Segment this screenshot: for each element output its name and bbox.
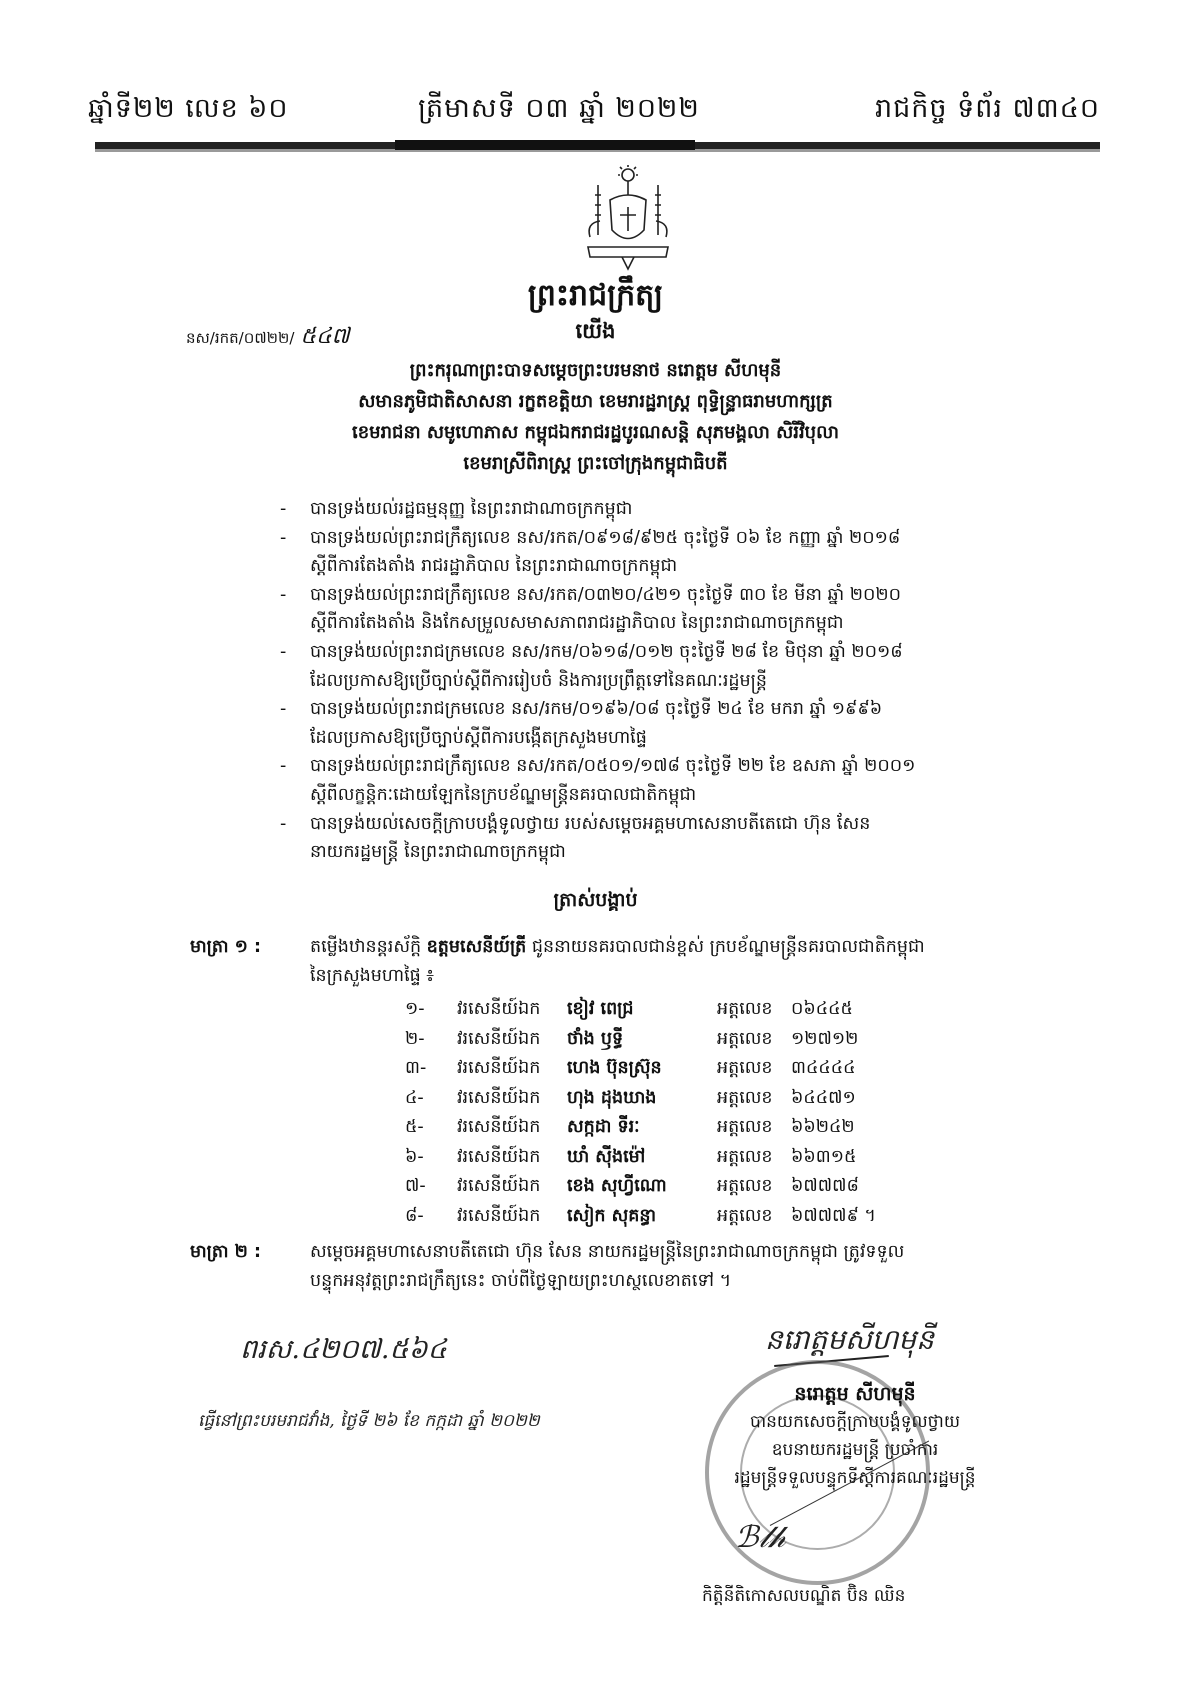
king-title-line: ព្រះករុណាព្រះបាទសម្តេចព្រះបរមនាថ នរោត្តម សីហមុនី [409,360,782,381]
document-title: ព្រះរាជក្រឹត្យ [527,278,664,313]
king-title-line: សមានភូមិជាតិសាសនា រក្ខតខត្តិយា ខេមរារដ្ឋរាស្ត្រ ពុទ្ធិន្ទ្រាធរាមហាក្សត្រ [358,391,833,412]
king-title-line: ខេមរាជនា សមូហោភាស កម្ពុជឯករាជរដ្ឋបូរណសន្តិ សុភមង្គលា សិរីវិបុលា [352,422,839,443]
counter-signature-icon: ℬ𝓁𝒽 [735,1520,786,1555]
reference-handwritten: ៥៤៧ [300,324,350,349]
preamble-item: - បានទ្រង់យល់ព្រះរាជក្រមលេខ នស/រកម/០១៩៦/០៨ ចុះថ្ងៃទី ២៤ ខែ មករា ឆ្នាំ ១៩៩៦ ដែលប្រកាសឱ្យប្រើច្បាប់ស្តីពីការបង្កើតក្រសួងមហាផ្ទៃ [280,699,883,748]
gazette-page: រាជកិច្ច ទំព័រ ៧៣៤០ [874,93,1100,124]
signer-line: រដ្ឋមន្ត្រីទទួលបន្ទុកទីស្តីការគណៈរដ្ឋមន្ត្រី [734,1468,976,1488]
preamble-item: - បានទ្រង់យល់រដ្ឋធម្មនុញ្ញ នៃព្រះរាជាណាចក្រកម្ពុជា [280,499,633,519]
preamble-list [280,495,1020,867]
reference-printed: នស/រកត/០៧២២/ [186,329,295,347]
preamble-item: - បានទ្រង់យល់ព្រះរាជក្រឹត្យលេខ នស/រកត/០៥០១/១៧៨ ចុះថ្ងៃទី ២២ ខែ ឧសភា ឆ្នាំ ២០០១ ស្តីពីលក្ខន្តិកៈដោយឡែកនៃក្របខ័ណ្ឌមន្ត្រីនគរបាលជាតិកម្ពុជា [280,756,916,805]
officer-row: ៣- វរសេនីយ៍ឯក ហេង ប៊ុនស្រ៊ុន អត្តលេខ ៣៤៤៤៤ [405,1058,856,1078]
king-title-line: ខេមរាស្រីពិរាស្ត្រ ព្រះចៅក្រុងកម្ពុជាធិបតី [463,453,728,474]
preamble-item: - បានទ្រង់យល់សេចក្តីក្រាបបង្គំទូលថ្វាយ របស់សម្តេចអគ្គមហាសេនាបតីតេជោ ហ៊ុន សែន នាយករដ្ឋមន្ត្រី នៃព្រះរាជាណាចក្រកម្ពុជា [280,813,871,863]
officer-row: ៦- វរសេនីយ៍ឯក ឃាំ ស៊ីងម៉ៅ អត្តលេខ ៦៦៣១៥ [405,1146,857,1167]
signer-name: នរោត្តម សីហមុនី [794,1383,916,1405]
signer-block [640,1380,1070,1492]
handwritten-reference: ពរស.៤២០៧.៥៦៤ [240,1334,447,1365]
article-1 [190,933,1040,991]
article-1-label: មាត្រា ១ : [190,937,261,957]
signer-line: ឧបនាយករដ្ឋមន្ត្រី ប្រចាំការ [771,1440,939,1460]
gazette-header [88,92,1100,132]
article-2-line2: បន្ទុកអនុវត្តព្រះរាជក្រឹត្យនេះ ចាប់ពីថ្ងៃឡាយព្រះហស្ថលេខាតទៅ ។ [310,1271,732,1291]
article-1-rank: ឧត្តមសេនីយ៍ត្រី [426,937,527,957]
royal-arms-icon [578,165,678,275]
article-2 [190,1238,1040,1296]
decree-heading: ត្រាស់បង្គាប់ [553,889,638,911]
officer-row: ១- វរសេនីយ៍ឯក ខៀវ ពេជ្រ អត្តលេខ ០៦៤៤៥ [405,999,853,1019]
gazette-quarter: ត្រីមាសទី ០៣ ឆ្នាំ ២០២២ [418,93,700,124]
we-heading: យើង [575,319,616,343]
royal-signature: នរោត្តមសីហមុនី [765,1323,934,1356]
place-date: ធ្វើនៅព្រះបរមរាជវាំង, ថ្ងៃទី ២៦ ខែ កក្កដា ឆ្នាំ ២០២២ [198,1411,540,1431]
preamble-item: - បានទ្រង់យល់ព្រះរាជក្រឹត្យលេខ នស/រកត/០៣២០/៤២១ ចុះថ្ងៃទី ៣០ ខែ មីនា ឆ្នាំ ២០២០ ស្តីពីការតែងតាំង និងកែសម្រួលសមាសភាពរាជរដ្ឋាភិបាល នៃព្រះរាជាណាចក្រកម្ពុជា [280,584,902,634]
counter-signer-name: កិត្តិនីតិកោសលបណ្ឌិត ប៊ិន ឈិន [702,1586,906,1606]
preamble-item: - បានទ្រង់យល់ព្រះរាជក្រមលេខ នស/រកម/០៦១៨/០១២ ចុះថ្ងៃទី ២៨ ខែ មិថុនា ឆ្នាំ ២០១៨ ដែលប្រកាសឱ្យប្រើច្បាប់ស្តីពីការរៀបចំ និងការប្រព្រឹត្តទៅនៃគណៈរដ្ឋមន្ត្រី [280,641,903,691]
officer-row: ៥- វរសេនីយ៍ឯក សក្កដា ទីរៈ អត្តលេខ ៦៦២៤២ [405,1117,855,1137]
officer-list [405,995,965,1231]
header-rule-center [395,140,695,150]
article-2-line1: សម្តេចអគ្គមហាសេនាបតីតេជោ ហ៊ុន សែន នាយករដ្ឋមន្ត្រីនៃព្រះរាជាណាចក្រកម្ពុជា ត្រូវទទួល [310,1242,905,1262]
officer-row: ៧- វរសេនីយ៍ឯក ខេង សុហ្វីណោ អត្តលេខ ៦៧៧៧៨ [405,1176,859,1196]
officer-row: ៤- វរសេនីយ៍ឯក ហុង ដុងឃាង អត្តលេខ ៦៤៤៧១ [405,1087,856,1108]
officer-row: ២- វរសេនីយ៍ឯក ថាំង ឫទ្ធី អត្តលេខ ១២៧១២ [405,1028,859,1049]
article-1-text: តម្លើងឋានន្តរស័ក្តិ [310,937,427,957]
article-1-text-cont: ជូននាយនគរបាលជាន់ខ្ពស់ ក្របខ័ណ្ឌមន្ត្រីនគរបាលជាតិកម្ពុជា [526,937,925,957]
king-title [0,355,1191,479]
signer-line: បានយកសេចក្តីក្រាបបង្គំទូលថ្វាយ [749,1412,961,1432]
article-1-line2: នៃក្រសួងមហាផ្ទៃ ៖ [310,966,434,986]
article-2-label: មាត្រា ២ : [190,1242,261,1262]
officer-row: ៨- វរសេនីយ៍ឯក សៀក សុគន្ធា អត្តលេខ ៦៧៧៧៩ ។ [405,1205,876,1226]
gazette-year-issue: ឆ្នាំទី២២ លេខ ៦០ [88,93,289,124]
preamble-item: - បានទ្រង់យល់ព្រះរាជក្រឹត្យលេខ នស/រកត/០៩១៨/៩២៥ ចុះថ្ងៃទី ០៦ ខែ កញ្ញា ឆ្នាំ ២០១៨ ស្តីពីការតែងតាំង រាជរដ្ឋាភិបាល នៃព្រះរាជាណាចក្រកម្ពុជា [280,527,901,577]
